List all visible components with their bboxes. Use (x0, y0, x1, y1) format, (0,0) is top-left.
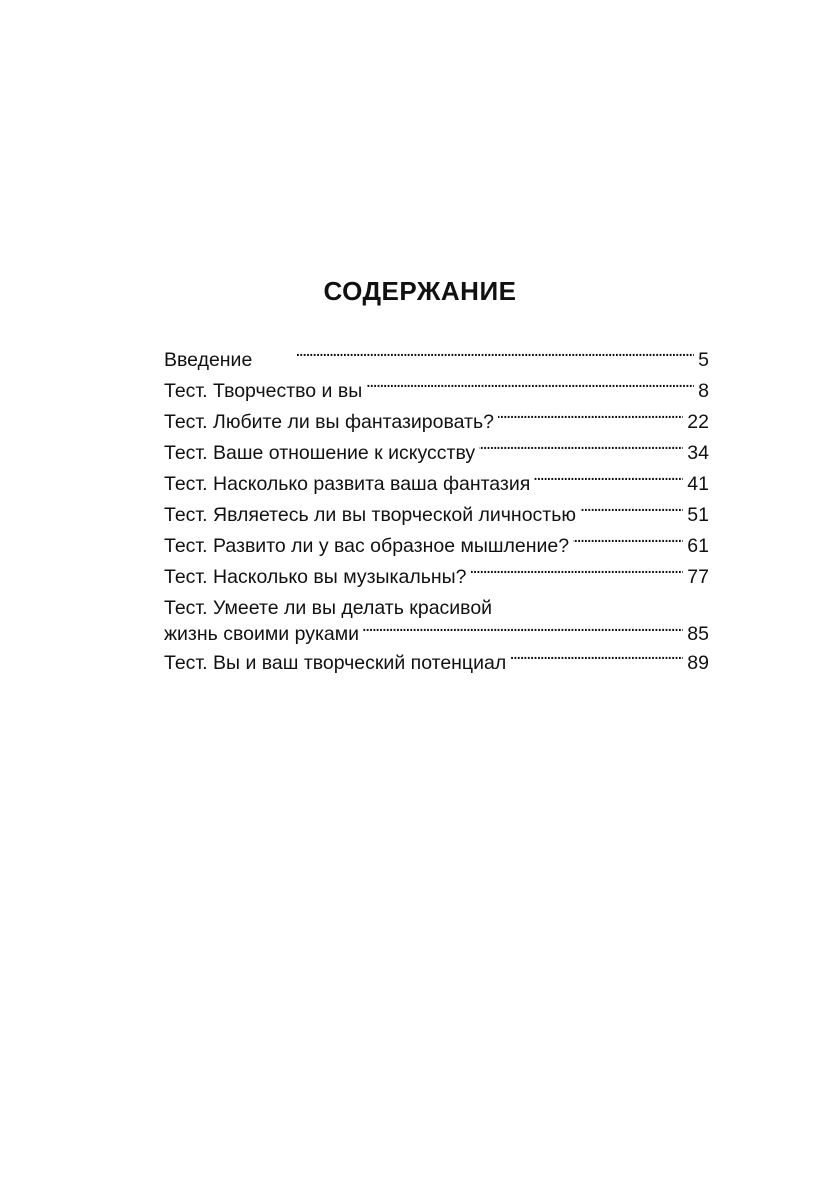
toc-page-number: 85 (687, 623, 709, 645)
toc-entry-title: Тест. Насколько развита ваша фантазия (164, 473, 531, 495)
dot-leader (580, 502, 683, 522)
toc-entry-attitude-to-art (164, 438, 709, 469)
toc-entry-imaginative-thinking (164, 531, 709, 562)
toc-entry-title: Тест. Развито ли у вас образное мышление? (164, 535, 570, 557)
dot-leader (573, 533, 683, 553)
toc-entry-title: Тест. Любите ли вы фантазировать? (164, 411, 494, 433)
toc-page-number: 22 (687, 411, 709, 433)
toc-page-number: 77 (687, 566, 709, 588)
toc-page-number: 34 (687, 442, 709, 464)
dot-leader (256, 347, 694, 367)
toc-entry-introduction (164, 345, 709, 376)
toc-page-number: 51 (687, 504, 709, 526)
toc-entry-title-line-1: Тест. Умеете ли вы делать красивой (164, 597, 493, 619)
toc-entry-fantasy-development (164, 469, 709, 500)
toc-entry-title: Тест. Являетесь ли вы творческой личностью (164, 504, 577, 526)
toc-entry-beautiful-life (164, 593, 709, 648)
dot-leader (479, 440, 683, 460)
toc-entry-musical (164, 562, 709, 593)
page-title: СОДЕРЖАНИЕ (323, 276, 517, 306)
toc-entry-fantasize (164, 407, 709, 438)
dot-leader (471, 564, 684, 584)
dot-leader (366, 378, 694, 398)
toc-entry-title: Тест. Ваше отношение к искусству (164, 442, 476, 464)
toc-page-number: 41 (687, 473, 709, 495)
toc-page-number: 8 (698, 380, 709, 402)
toc-page-number: 89 (687, 652, 709, 674)
dot-leader (534, 471, 683, 491)
dot-leader (498, 409, 683, 429)
toc-entry-creativity-and-you (164, 376, 709, 407)
toc-entry-title: Тест. Творчество и вы (164, 380, 363, 402)
toc-page-number: 61 (687, 535, 709, 557)
dot-leader (510, 650, 683, 670)
toc-entry-title: Введение (164, 349, 253, 371)
toc-entry-creative-personality (164, 500, 709, 531)
toc-entry-title: Тест. Вы и ваш творческий потенциал (164, 652, 507, 674)
toc-entry-creative-potential (164, 648, 709, 679)
toc-entry-title: Тест. Насколько вы музыкальны? (164, 566, 467, 588)
table-of-contents (164, 345, 709, 679)
toc-entry-title-line-2: жизнь своими руками (164, 623, 360, 645)
toc-page-number: 5 (698, 349, 709, 371)
dot-leader (363, 621, 683, 641)
